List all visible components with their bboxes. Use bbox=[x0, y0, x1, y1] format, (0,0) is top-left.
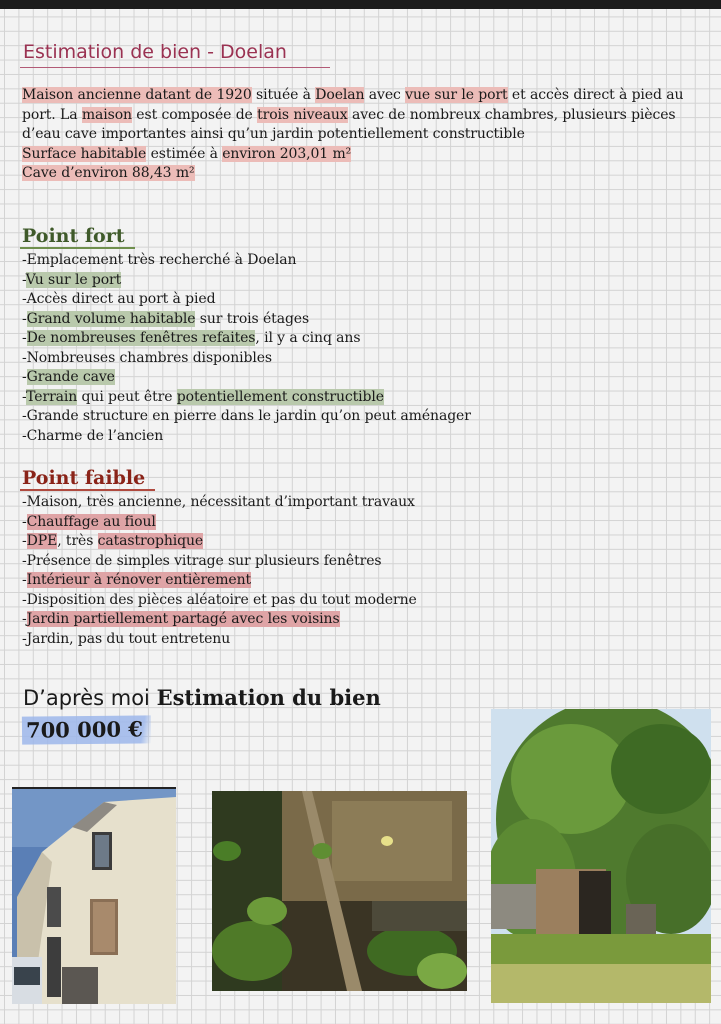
weak-points-underline bbox=[20, 489, 155, 491]
highlighted-text: potentiellement constructible bbox=[176, 388, 384, 405]
text-segment: , il y a cinq ans bbox=[255, 330, 361, 346]
highlighted-text: Vu sur le port bbox=[25, 271, 122, 288]
weak-point-item bbox=[22, 493, 417, 513]
highlighted-text: d’environ 88,43 m² bbox=[56, 165, 195, 181]
text-segment: avec bbox=[364, 87, 406, 103]
weak-point-item bbox=[22, 630, 417, 650]
highlighted-text: Grand volume habitable bbox=[26, 310, 196, 327]
highlighted-text: Terrain bbox=[26, 388, 78, 405]
strong-point-item bbox=[22, 251, 471, 271]
garden-interior-photo bbox=[212, 791, 467, 991]
highlighted-text: De nombreuses fenêtres refaites bbox=[26, 330, 256, 346]
strong-point-item bbox=[22, 388, 471, 408]
weak-points-title: Point faible bbox=[22, 467, 146, 489]
text-segment: -Grande structure en pierre dans le jardin qu’on peut aménager bbox=[22, 408, 471, 424]
highlighted-text: Doelan bbox=[315, 87, 365, 103]
estimate-heading bbox=[23, 684, 381, 712]
text-segment: -Présence de simples vitrage sur plusieurs fenêtres bbox=[22, 552, 382, 569]
highlighted-text: maison bbox=[81, 106, 132, 123]
text-segment: - bbox=[22, 513, 27, 530]
estimated-price: 700 000 € bbox=[22, 715, 151, 744]
text-segment: - bbox=[22, 310, 27, 327]
highlighted-text: catastrophique bbox=[97, 533, 204, 549]
text-segment: -Emplacement très recherché à Doelan bbox=[22, 252, 297, 268]
strong-point-item bbox=[22, 290, 471, 310]
intro-text bbox=[22, 86, 717, 184]
strong-point-item bbox=[22, 349, 471, 369]
text-segment: -Nombreuses chambres disponibles bbox=[22, 349, 273, 366]
text-segment: estimée à bbox=[146, 145, 223, 162]
text-segment: située à bbox=[251, 87, 316, 103]
title-underline bbox=[20, 67, 330, 68]
highlighted-text: Intérieur à rénover entièrement bbox=[26, 572, 252, 588]
highlighted-text: Jardin partiellement partagé avec les voisins bbox=[26, 611, 340, 627]
weak-points-list bbox=[22, 493, 417, 649]
highlighted-text: DPE bbox=[26, 533, 58, 549]
highlighted-text: Surface habitable bbox=[22, 145, 147, 162]
text-segment: qui peut être bbox=[77, 388, 177, 405]
weak-point-item bbox=[22, 610, 417, 630]
text-segment: est composée de bbox=[131, 106, 258, 123]
text-segment: avec de nombreux chambres, plusieurs pièces d’eau cave importantes ainsi qu’un jardin potentiellement constructible bbox=[22, 106, 676, 142]
highlighted-text: Grande cave bbox=[26, 369, 115, 385]
text-segment: - bbox=[22, 369, 27, 385]
highlighted-text: environ 203,01 m² bbox=[222, 145, 352, 162]
text-segment: -Accès direct au port à pied bbox=[22, 291, 216, 307]
strong-point-item bbox=[22, 427, 471, 447]
strong-points-title: Point fort bbox=[22, 225, 125, 247]
estimate-label: Estimation du bien bbox=[156, 685, 381, 710]
text-segment: - bbox=[22, 533, 27, 549]
weak-point-item bbox=[22, 571, 417, 591]
text-segment: - bbox=[22, 330, 27, 346]
highlighted-text: Cave bbox=[22, 165, 57, 181]
highlighted-text: Chauffage au fioul bbox=[26, 513, 156, 530]
strong-point-item bbox=[22, 271, 471, 291]
weak-point-item bbox=[22, 513, 417, 533]
highlighted-text: trois niveaux bbox=[257, 106, 348, 123]
text-segment: -Jardin, pas du tout entretenu bbox=[22, 630, 231, 647]
stone-structure-photo bbox=[491, 709, 711, 1003]
estimate-prefix: D’après moi bbox=[23, 686, 157, 710]
intro-line bbox=[22, 86, 717, 145]
text-segment: -Disposition des pièces aléatoire et pas du tout moderne bbox=[22, 591, 417, 608]
strong-point-item bbox=[22, 407, 471, 427]
weak-point-item bbox=[22, 552, 417, 572]
highlighted-text: Maison ancienne datant de 1920 bbox=[22, 87, 252, 103]
intro-line bbox=[22, 164, 717, 184]
text-segment: -Charme de l’ancien bbox=[22, 427, 164, 444]
highlighted-text: vue sur le port bbox=[405, 87, 508, 103]
text-segment: - bbox=[22, 271, 26, 288]
house-facade-photo bbox=[12, 787, 176, 1004]
text-segment: et accès direct à pied au port. La bbox=[22, 87, 684, 123]
strong-point-item bbox=[22, 329, 471, 349]
strong-points-underline bbox=[20, 247, 135, 249]
top-bar bbox=[0, 0, 721, 9]
weak-point-item bbox=[22, 591, 417, 611]
page-title: Estimation de bien - Doelan bbox=[23, 41, 287, 63]
text-segment: , très bbox=[57, 533, 98, 549]
strong-point-item bbox=[22, 310, 471, 330]
text-segment: - bbox=[22, 388, 27, 405]
text-segment: - bbox=[22, 611, 27, 627]
strong-points-list bbox=[22, 251, 471, 446]
text-segment: - bbox=[22, 572, 27, 588]
text-segment: sur trois étages bbox=[195, 310, 310, 327]
strong-point-item bbox=[22, 368, 471, 388]
weak-point-item bbox=[22, 532, 417, 552]
intro-line bbox=[22, 145, 717, 165]
text-segment: -Maison, très ancienne, nécessitant d’important travaux bbox=[22, 494, 415, 510]
